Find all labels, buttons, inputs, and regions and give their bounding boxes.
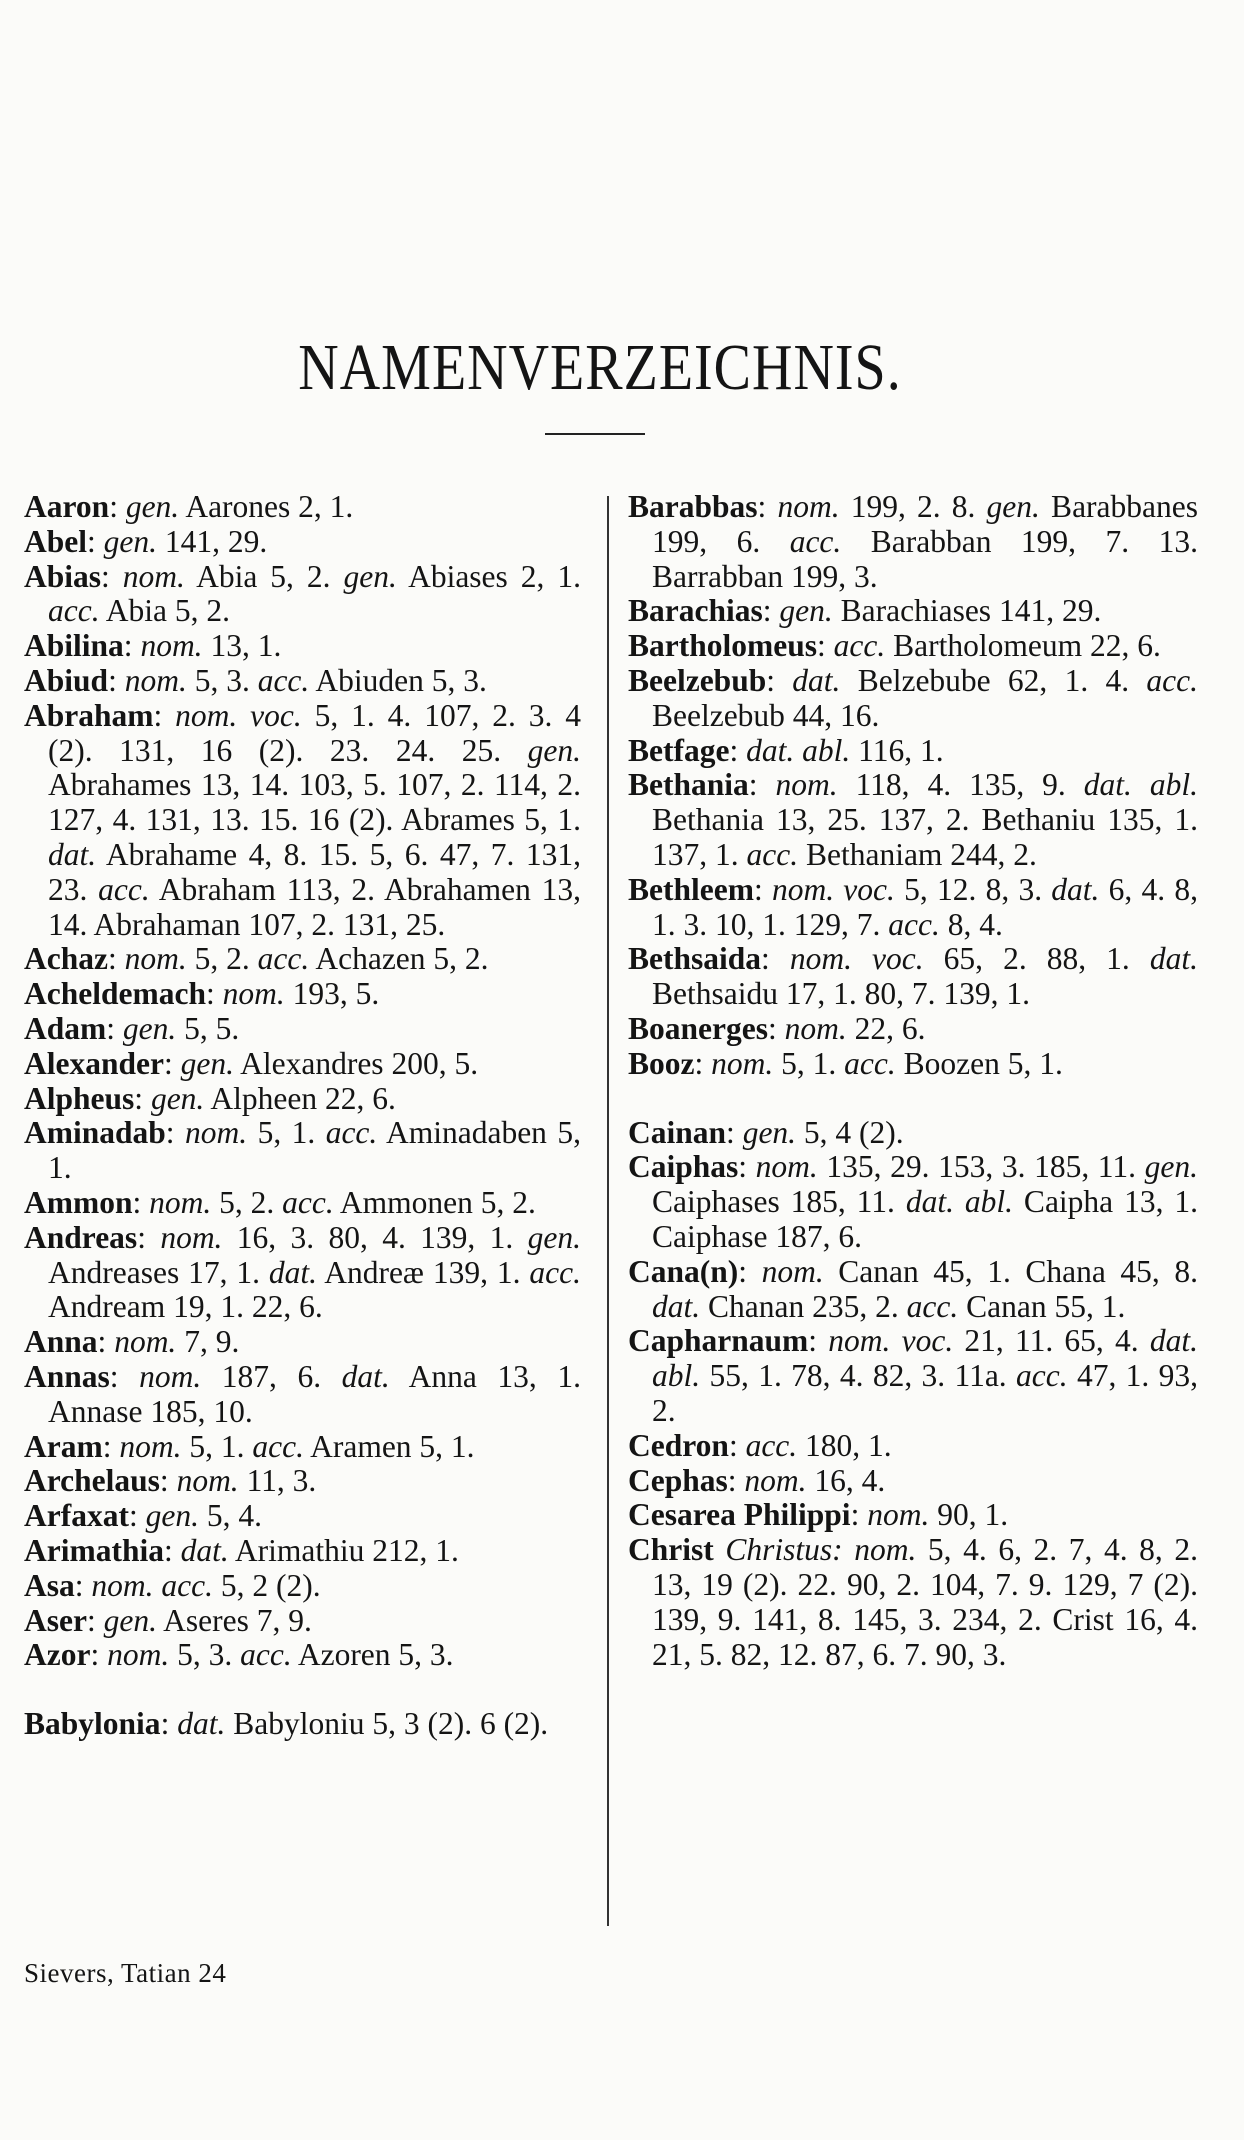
entry-case-label: gen. <box>103 1602 157 1638</box>
index-entry <box>24 1221 581 1325</box>
entry-text: 5, 1. 4. 107, 2. 3. 4 (2). 131, 16 (2). 23. 24. 25. <box>48 697 581 768</box>
index-entry <box>628 942 1198 1012</box>
entry-text: : <box>87 523 104 559</box>
entry-text: Beelzebub 44, 16. <box>652 697 880 733</box>
entry-headword: Beelzebub <box>628 662 767 698</box>
entry-case-label: acc. <box>1146 662 1198 698</box>
entry-text: 11, 3. <box>238 1463 317 1499</box>
entry-case-label: nom. voc. <box>828 1323 954 1359</box>
index-entry <box>628 664 1198 734</box>
index-entry <box>628 594 1198 629</box>
entry-case-label: nom. <box>160 1219 223 1255</box>
entry-text: : <box>694 1045 712 1081</box>
entry-text <box>714 1532 726 1567</box>
entry-text: 118, 4. 135, 9. <box>837 767 1084 803</box>
entry-text: 22, 6. <box>846 1010 926 1046</box>
entry-text: 187, 6. <box>201 1358 342 1394</box>
entry-case-label: gen. <box>150 1080 205 1116</box>
entry-text: : <box>97 1324 115 1360</box>
entry-text: Arimathiu 212, 1. <box>228 1532 459 1568</box>
entry-text: 5, 12. 8, 3. <box>894 871 1052 907</box>
entry-text: Boozen 5, 1. <box>895 1045 1063 1081</box>
index-entry <box>24 1186 581 1221</box>
page-title: NAMENVERZEICHNIS. <box>298 331 902 405</box>
entry-text: 55, 1. 78, 4. 82, 3. 11a. <box>700 1358 1017 1394</box>
entry-headword: Alexander <box>24 1045 164 1081</box>
entry-text: 5, 1. <box>773 1045 845 1081</box>
index-entry <box>628 734 1198 769</box>
entry-text: : <box>128 1498 146 1534</box>
entry-case-label: nom. <box>119 1428 182 1464</box>
entry-text: 8, 4. <box>939 906 1003 942</box>
entry-case-label: acc. <box>98 871 150 907</box>
index-entry <box>628 768 1198 872</box>
entry-case-label: nom. voc. <box>771 871 895 907</box>
entry-text: : <box>726 1114 743 1150</box>
entry-headword: Abiud <box>24 662 109 698</box>
entry-case-label: gen. <box>527 732 581 768</box>
entry-text: : <box>817 628 834 664</box>
entry-text: 5, 4 (2). <box>796 1114 904 1150</box>
entry-text: Anna 13, 1. Annase 185, 10. <box>48 1358 581 1429</box>
entry-headword: Cedron <box>628 1427 729 1463</box>
entry-text: : <box>748 767 776 803</box>
entry-text: : <box>102 1428 120 1464</box>
entry-text: 7, 9. <box>176 1324 240 1360</box>
entry-text: : <box>134 1080 151 1116</box>
entry-text: 5, 2. <box>211 1184 283 1220</box>
entry-text: 5, 1. <box>247 1115 326 1151</box>
entry-case-label: nom. acc. <box>91 1567 213 1603</box>
index-entry <box>24 629 581 664</box>
index-entry <box>24 1534 581 1569</box>
entry-case-label: acc. <box>844 1045 896 1081</box>
entry-text: : <box>729 732 747 768</box>
entry-text: : <box>738 1253 762 1289</box>
entry-text: Achazen 5, 2. <box>309 941 489 977</box>
entry-case-label: acc. <box>833 628 886 664</box>
entry-case-label: gen. <box>1144 1149 1198 1185</box>
entry-case-label: gen. <box>180 1045 234 1081</box>
page-footer: Sievers, Tatian 24 <box>24 1958 227 1988</box>
entry-case-label: acc. <box>282 1184 334 1220</box>
entry-headword: Adam <box>24 1010 107 1046</box>
entry-case-label: dat. <box>1149 941 1198 977</box>
entry-case-label: nom. <box>122 558 185 594</box>
entry-text: : <box>132 1184 150 1220</box>
entry-text: : <box>808 1323 829 1359</box>
entry-headword: Barachias <box>628 593 763 629</box>
index-entry <box>24 1082 581 1117</box>
entry-text: Abrahame 4, 8. 15. 5, 6. 47, 7. 131, 23. <box>48 836 581 907</box>
entry-text: Canan 45, 1. Chana 45, 8. <box>823 1253 1198 1289</box>
entry-text: Babyloniu 5, 3 (2). 6 (2). <box>225 1706 549 1742</box>
entry-case-label: nom. voc. <box>175 697 302 733</box>
entry-text: Aramen 5, 1. <box>303 1428 475 1464</box>
index-entry <box>24 1604 581 1639</box>
entry-text: : <box>101 558 123 594</box>
entry-case-label: gen. <box>343 558 397 594</box>
index-entry <box>628 1498 1198 1533</box>
entry-case-label: acc. <box>257 662 310 698</box>
entry-case-label: gen. <box>122 1010 177 1046</box>
entry-headword: Archelaus <box>24 1463 160 1499</box>
entry-case-label: nom. <box>185 1115 248 1151</box>
entry-text: : <box>165 1115 185 1151</box>
entry-text: Abiuden 5, 3. <box>309 662 487 698</box>
entry-headword: Achaz <box>24 941 108 977</box>
entry-text: : <box>153 697 176 733</box>
entry-text: Aarones 2, 1. <box>179 489 354 524</box>
entry-case-label: Christus: nom. <box>725 1532 917 1568</box>
entry-text: Bethania 13, 25. 137, 2. Bethaniu 135, 1. 137, 1. <box>652 802 1198 872</box>
entry-text: : <box>106 1010 123 1046</box>
entry-case-label: gen. <box>103 523 157 559</box>
entry-headword: Azor <box>24 1637 91 1673</box>
entry-text: 16, 4. <box>806 1462 886 1498</box>
index-entry <box>24 560 581 630</box>
entry-headword: Abias <box>24 558 102 594</box>
entry-text: 5, 5. <box>176 1010 240 1046</box>
entry-text: 47, 1. 93, 2. <box>652 1358 1199 1428</box>
entry-text: : <box>123 628 141 664</box>
index-entry <box>628 1464 1198 1499</box>
entry-text: Caiphases 185, 11. <box>652 1184 906 1220</box>
entry-text: : <box>761 941 790 977</box>
entry-case-label: dat. abl. <box>1083 767 1198 803</box>
entry-text: Alexandres 200, 5. <box>233 1045 479 1081</box>
entry-text: Belzebube 62, 1. 4. <box>840 662 1147 698</box>
entry-text: : <box>160 1706 178 1742</box>
entry-text: 5, 2 (2). <box>213 1567 321 1603</box>
entry-case-label: acc. <box>789 523 842 559</box>
entry-case-label: dat. abl. <box>652 1323 1198 1394</box>
entry-text: 199, 2. 8. <box>839 489 987 524</box>
entry-case-label: nom. <box>744 1462 807 1498</box>
entry-case-label: dat. <box>1051 871 1100 907</box>
entry-text: Abia 5, 2. <box>99 593 230 629</box>
entry-text: 5, 3. <box>186 662 258 698</box>
index-entry <box>24 1047 581 1082</box>
entry-text: : <box>137 1219 161 1255</box>
entry-text: : <box>738 1149 756 1185</box>
entry-text: : <box>86 1602 104 1638</box>
index-entry <box>628 1047 1198 1082</box>
entry-text: : <box>109 1358 140 1394</box>
entry-case-label: gen. <box>742 1114 797 1150</box>
entry-headword: Bethania <box>628 767 749 803</box>
index-entry <box>24 1360 581 1430</box>
entry-text: 5, 1. <box>181 1428 253 1464</box>
entry-text: : <box>107 941 125 977</box>
entry-text: : <box>90 1637 108 1673</box>
index-entry <box>24 1707 581 1742</box>
index-entry <box>628 1429 1198 1464</box>
entry-case-label: dat. <box>268 1254 318 1290</box>
entry-headword: Abraham <box>24 697 154 733</box>
entry-headword: Abilina <box>24 628 124 664</box>
entry-text: 65, 2. 88, 1. <box>923 941 1150 977</box>
entry-case-label: acc. <box>529 1254 581 1290</box>
entry-text: : <box>108 662 125 698</box>
index-entry <box>628 1150 1198 1254</box>
entry-text: Andream 19, 1. 22, 6. <box>48 1289 323 1325</box>
entry-text: Alpheen 22, 6. <box>204 1080 396 1116</box>
entry-text: : <box>109 489 126 524</box>
entry-text: Bartholomeum 22, 6. <box>885 628 1161 664</box>
entry-text: Barabbanes 199, 6. <box>652 489 1198 559</box>
entry-case-label: nom. <box>755 1149 818 1185</box>
entry-text: Andreæ 139, 1. <box>317 1254 530 1290</box>
entry-headword: Babylonia <box>24 1706 161 1742</box>
entry-case-label: nom. <box>114 1324 177 1360</box>
entry-text: Barabban 199, 7. 13. Barrabban 199, 3. <box>652 523 1199 594</box>
entry-text: 5, 4. 6, 2. 7, 4. 8, 2. 13, 19 (2). 22. 90, 2. 104, 7. 9. 129, 7 (2). 139, 9. 141, 8. 145, 3. 234, 2. Crist 16, 4. 21, 5. 82, 12. 87, 6. 7. 90, 3. <box>652 1532 1199 1672</box>
entry-case-label: nom. <box>222 976 285 1012</box>
entry-case-label: gen. <box>527 1219 581 1255</box>
entry-case-label: nom. <box>761 1253 824 1289</box>
entry-text: Abraham 113, 2. Abrahamen 13, 14. Abrahaman 107, 2. 131, 25. <box>48 871 581 942</box>
index-entry <box>24 942 581 977</box>
entry-text: Azoren 5, 3. <box>291 1637 454 1673</box>
entry-text: : <box>163 1532 181 1568</box>
entry-case-label: acc. <box>1016 1358 1068 1394</box>
index-entry <box>628 490 1198 594</box>
entry-text: : <box>163 1045 181 1081</box>
entry-text: Caipha 13, 1. Caiphase 187, 6. <box>652 1184 1198 1254</box>
entry-case-label: dat. <box>48 836 97 872</box>
entry-text: : <box>757 489 778 524</box>
entry-case-label: nom. <box>140 628 203 664</box>
entry-headword: Aram <box>24 1428 103 1464</box>
entry-case-label: dat. <box>341 1358 390 1394</box>
entry-text: : <box>753 871 772 907</box>
entry-headword: Andreas <box>24 1219 138 1255</box>
index-entry <box>24 525 581 560</box>
entry-headword: Aminadab <box>24 1115 166 1151</box>
entry-text: Andreases 17, 1. <box>48 1254 269 1290</box>
entry-case-label: gen. <box>986 489 1040 524</box>
entry-headword: Capharnaum <box>628 1323 809 1359</box>
entry-case-label: nom. <box>124 941 187 977</box>
entry-headword: Aaron <box>24 489 110 524</box>
entry-headword: Annas <box>24 1358 110 1394</box>
entry-case-label: dat. <box>177 1706 226 1742</box>
index-entry <box>628 1324 1198 1428</box>
entry-text: Aminadaben 5, 1. <box>48 1115 581 1186</box>
index-entry <box>24 1012 581 1047</box>
entry-case-label: nom. voc. <box>789 941 924 977</box>
entry-text: Barachiases 141, 29. <box>832 593 1102 629</box>
entry-text: 16, 3. 80, 4. 139, 1. <box>222 1219 528 1255</box>
index-entry <box>628 873 1198 943</box>
entry-case-label: nom. <box>139 1358 202 1394</box>
entry-case-label: nom. <box>777 489 840 524</box>
entry-headword: Cainan <box>628 1114 727 1150</box>
entry-case-label: nom. <box>711 1045 774 1081</box>
entry-case-label: dat. abl. <box>905 1184 1014 1220</box>
entry-text: : <box>159 1463 177 1499</box>
entry-text: 116, 1. <box>850 732 944 768</box>
index-entry <box>24 1499 581 1534</box>
entry-text: 13, 1. <box>202 628 282 664</box>
entry-headword: Aser <box>24 1602 87 1638</box>
entry-headword: Bethleem <box>628 871 754 907</box>
entry-case-label: acc. <box>888 906 940 942</box>
entry-case-label: acc. <box>325 1115 378 1151</box>
index-column-right <box>628 490 1198 1672</box>
entry-headword: Booz <box>628 1045 695 1081</box>
index-entry <box>24 490 581 525</box>
entry-case-label: gen. <box>125 489 180 524</box>
entry-case-label: acc. <box>906 1288 959 1324</box>
entry-text: 180, 1. <box>797 1427 892 1463</box>
entry-text: 5, 3. <box>169 1637 241 1673</box>
entry-text: Canan 55, 1. <box>958 1288 1126 1324</box>
entry-case-label: dat. <box>792 662 841 698</box>
entry-case-label: acc. <box>745 1427 798 1463</box>
entry-text: : <box>728 1427 746 1463</box>
entry-text: : <box>762 593 780 629</box>
entry-text: Bethsaidu 17, 1. 80, 7. 139, 1. <box>652 976 1030 1012</box>
entry-headword: Cephas <box>628 1462 728 1498</box>
index-entry <box>24 1325 581 1360</box>
entry-case-label: nom. <box>867 1497 930 1533</box>
entry-text: Abrahames 13, 14. 103, 5. 107, 2. 114, 2. 127, 4. 131, 13. 15. 16 (2). Abrames 5, 1. <box>48 767 581 838</box>
entry-case-label: acc. <box>746 836 799 872</box>
entry-headword: Betfage <box>628 732 730 768</box>
index-entry <box>24 664 581 699</box>
entry-text: Ammonen 5, 2. <box>333 1184 536 1220</box>
entry-headword: Cana(n) <box>628 1253 739 1289</box>
entry-text: 6, 4. 8, 1. 3. 10, 1. 129, 7. <box>652 871 1198 942</box>
entry-text: 193, 5. <box>284 976 380 1012</box>
entry-headword: Barabbas <box>628 489 758 524</box>
entry-headword: Christ <box>628 1532 714 1568</box>
entry-text: : <box>205 976 223 1012</box>
entry-case-label: dat. <box>652 1288 701 1324</box>
entry-text: Bethaniam 244, 2. <box>798 836 1037 872</box>
column-divider <box>607 496 609 1926</box>
entry-headword: Caiphas <box>628 1149 739 1185</box>
index-entry <box>24 1569 581 1604</box>
index-entry <box>628 1012 1198 1047</box>
entry-text: Chanan 235, 2. <box>700 1288 907 1324</box>
entry-headword: Acheldemach <box>24 976 206 1012</box>
entry-case-label: gen. <box>145 1498 199 1534</box>
index-entry <box>24 977 581 1012</box>
index-entry <box>628 629 1198 664</box>
entry-text: 135, 29. 153, 3. 185, 11. <box>817 1149 1145 1185</box>
entry-case-label: nom. <box>775 767 838 803</box>
entry-case-label: acc. <box>257 941 310 977</box>
entry-headword: Cesarea Philippi <box>628 1497 851 1533</box>
index-entry <box>24 1464 581 1499</box>
index-entry <box>24 1116 581 1186</box>
entry-case-label: acc. <box>252 1428 304 1464</box>
entry-headword: Asa <box>24 1567 75 1603</box>
entry-headword: Anna <box>24 1324 98 1360</box>
entry-text: 141, 29. <box>157 523 268 559</box>
entry-text: Aseres 7, 9. <box>156 1602 312 1638</box>
entry-text: : <box>850 1497 868 1533</box>
entry-headword: Boanerges <box>628 1010 768 1046</box>
index-entry <box>628 1255 1198 1325</box>
entry-headword: Arimathia <box>24 1532 164 1568</box>
entry-text: 90, 1. <box>929 1497 1009 1533</box>
entry-text: Abiases 2, 1. <box>396 558 581 594</box>
entry-text: : <box>727 1462 745 1498</box>
entry-case-label: nom. <box>124 662 187 698</box>
entry-headword: Bethsaida <box>628 941 762 977</box>
entry-case-label: gen. <box>779 593 833 629</box>
index-column-left <box>24 490 581 1742</box>
entry-text: : <box>767 1010 785 1046</box>
entry-case-label: acc. <box>240 1637 292 1673</box>
index-entry <box>24 1430 581 1465</box>
title-rule <box>545 433 645 435</box>
entry-text: 5, 2. <box>186 941 258 977</box>
entry-case-label: nom. <box>784 1010 847 1046</box>
entry-case-label: dat. <box>180 1532 229 1568</box>
entry-text: 5, 4. <box>198 1498 262 1534</box>
entry-case-label: dat. abl. <box>746 732 851 768</box>
entry-headword: Arfaxat <box>24 1498 129 1534</box>
entry-headword: Abel <box>24 523 87 559</box>
entry-headword: Alpheus <box>24 1080 135 1116</box>
entry-case-label: nom. <box>176 1463 239 1499</box>
entry-case-label: acc. <box>48 593 100 629</box>
index-entry <box>628 1533 1198 1672</box>
entry-case-label: nom. <box>149 1184 212 1220</box>
entry-text: Abia 5, 2. <box>184 558 344 594</box>
index-entry <box>24 1638 581 1673</box>
entry-headword: Ammon <box>24 1184 133 1220</box>
index-entry <box>628 1116 1198 1151</box>
entry-text: : <box>766 662 793 698</box>
index-entry <box>24 699 581 943</box>
entry-case-label: nom. <box>107 1637 170 1673</box>
entry-text: 21, 11. 65, 4. <box>953 1323 1150 1359</box>
entry-text: : <box>74 1567 92 1603</box>
entry-headword: Bartholomeus <box>628 628 817 664</box>
